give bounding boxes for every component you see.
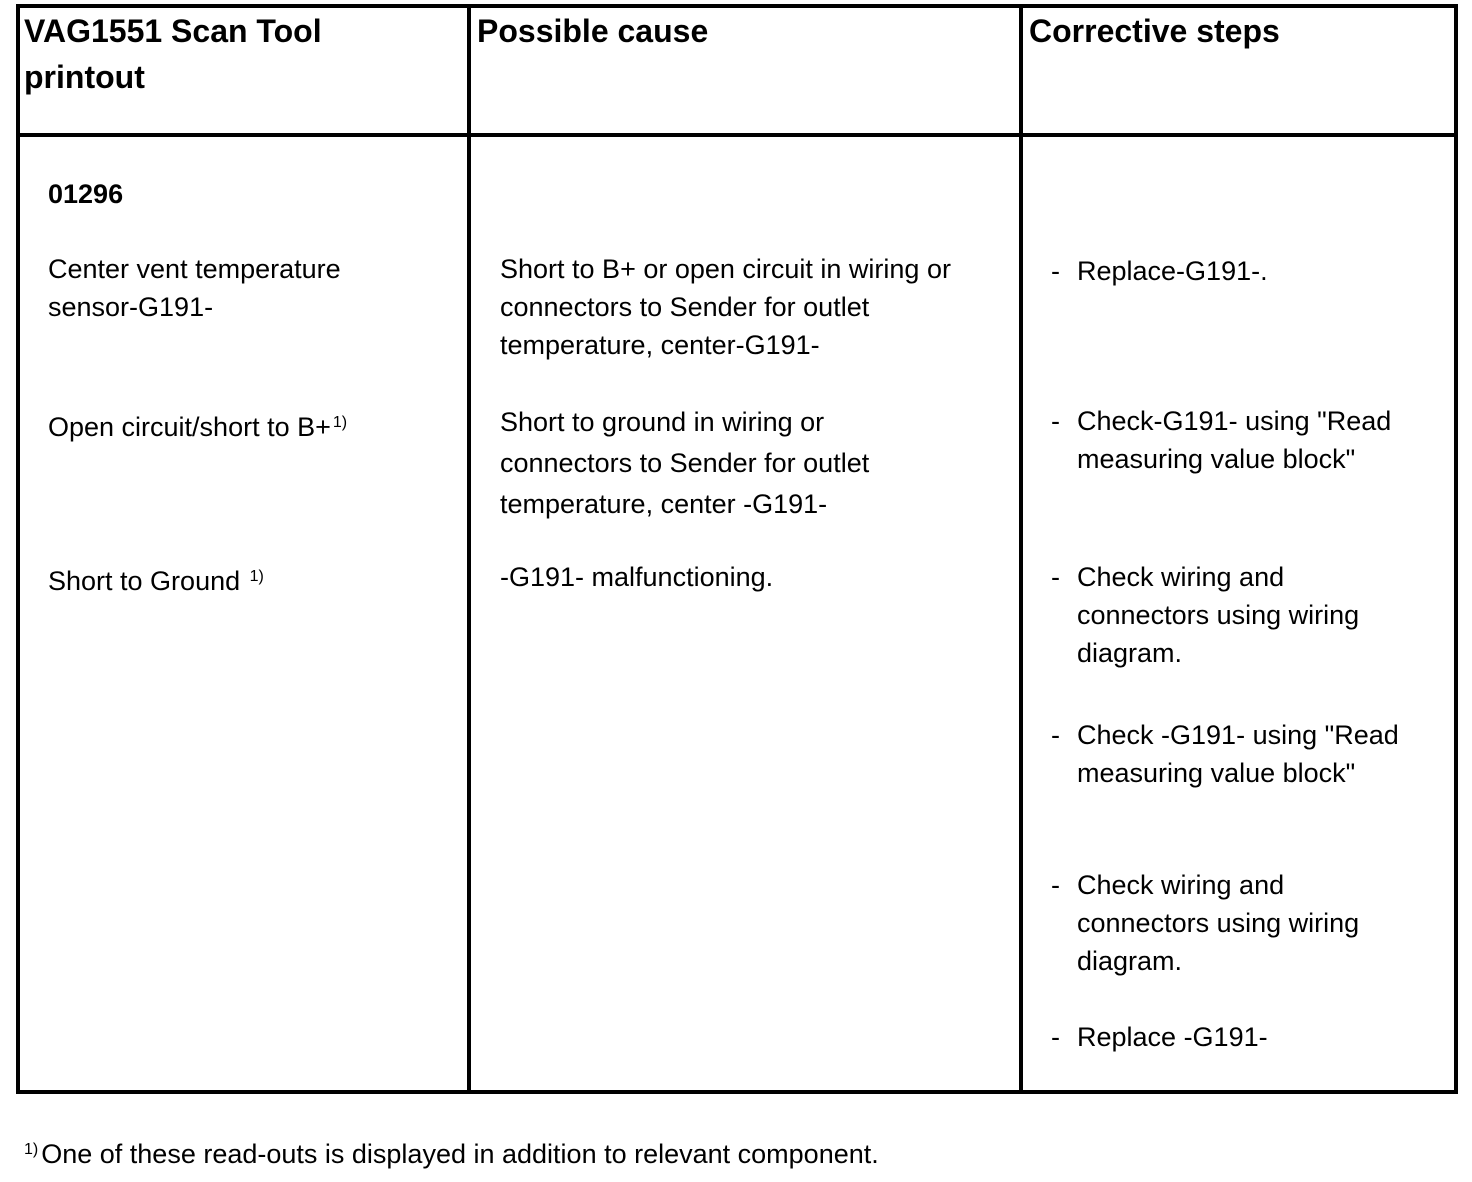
- diagnostic-table: [16, 4, 1458, 1094]
- footnote: [24, 1134, 879, 1174]
- column-divider-2: [1019, 4, 1023, 1094]
- table-border-right: [1454, 4, 1458, 1094]
- component-name: Center vent temperature sensor-G191-: [48, 254, 341, 322]
- column-divider-1: [467, 4, 471, 1094]
- readout-short-to-ground: [48, 562, 264, 600]
- readout-label: Short to Ground: [48, 566, 241, 596]
- table-border-left: [16, 4, 20, 1094]
- header-corrective-steps: Corrective steps: [1029, 13, 1280, 49]
- dash-bullet: -: [1051, 406, 1060, 436]
- footnote-marker: 1): [249, 568, 264, 585]
- dash-bullet: -: [1051, 720, 1060, 750]
- fault-code: 01296: [48, 179, 124, 209]
- step-text: Replace -G191-: [1077, 1022, 1268, 1052]
- header-separator: [16, 133, 1458, 137]
- header-possible-cause: Possible cause: [477, 13, 709, 49]
- table-border-bottom: [16, 1090, 1458, 1094]
- dash-bullet: -: [1051, 870, 1060, 900]
- header-scan-tool-printout: VAG1551 Scan Tool printout: [24, 13, 322, 95]
- cause-short-to-b-plus: Short to B+ or open circuit in wiring or connectors to Sender for outlet temperature, center-G191-: [500, 254, 951, 360]
- step-text: Check wiring and connectors using wiring diagram.: [1077, 870, 1360, 976]
- dash-bullet: -: [1051, 1022, 1060, 1052]
- readout-open-circuit: [48, 408, 347, 446]
- footnote-marker: 1): [332, 414, 348, 431]
- readout-label: Open circuit/short to B+: [48, 412, 331, 442]
- step-text: Check -G191- using "Read measuring value block": [1077, 720, 1399, 788]
- footnote-marker: 1): [24, 1141, 39, 1158]
- step-text: Check wiring and connectors using wiring diagram.: [1077, 562, 1360, 668]
- step-text: Check-G191- using "Read measuring value block": [1077, 406, 1392, 474]
- cause-short-to-ground: Short to ground in wiring or connectors to Sender for outlet temperature, center -G191-: [500, 407, 870, 519]
- dash-bullet: -: [1051, 256, 1060, 286]
- dash-bullet: -: [1051, 562, 1060, 592]
- step-text: Replace-G191-.: [1077, 256, 1268, 286]
- cause-g191-malfunction: -G191- malfunctioning.: [500, 562, 774, 592]
- footnote-text: One of these read-outs is displayed in addition to relevant component.: [41, 1139, 879, 1169]
